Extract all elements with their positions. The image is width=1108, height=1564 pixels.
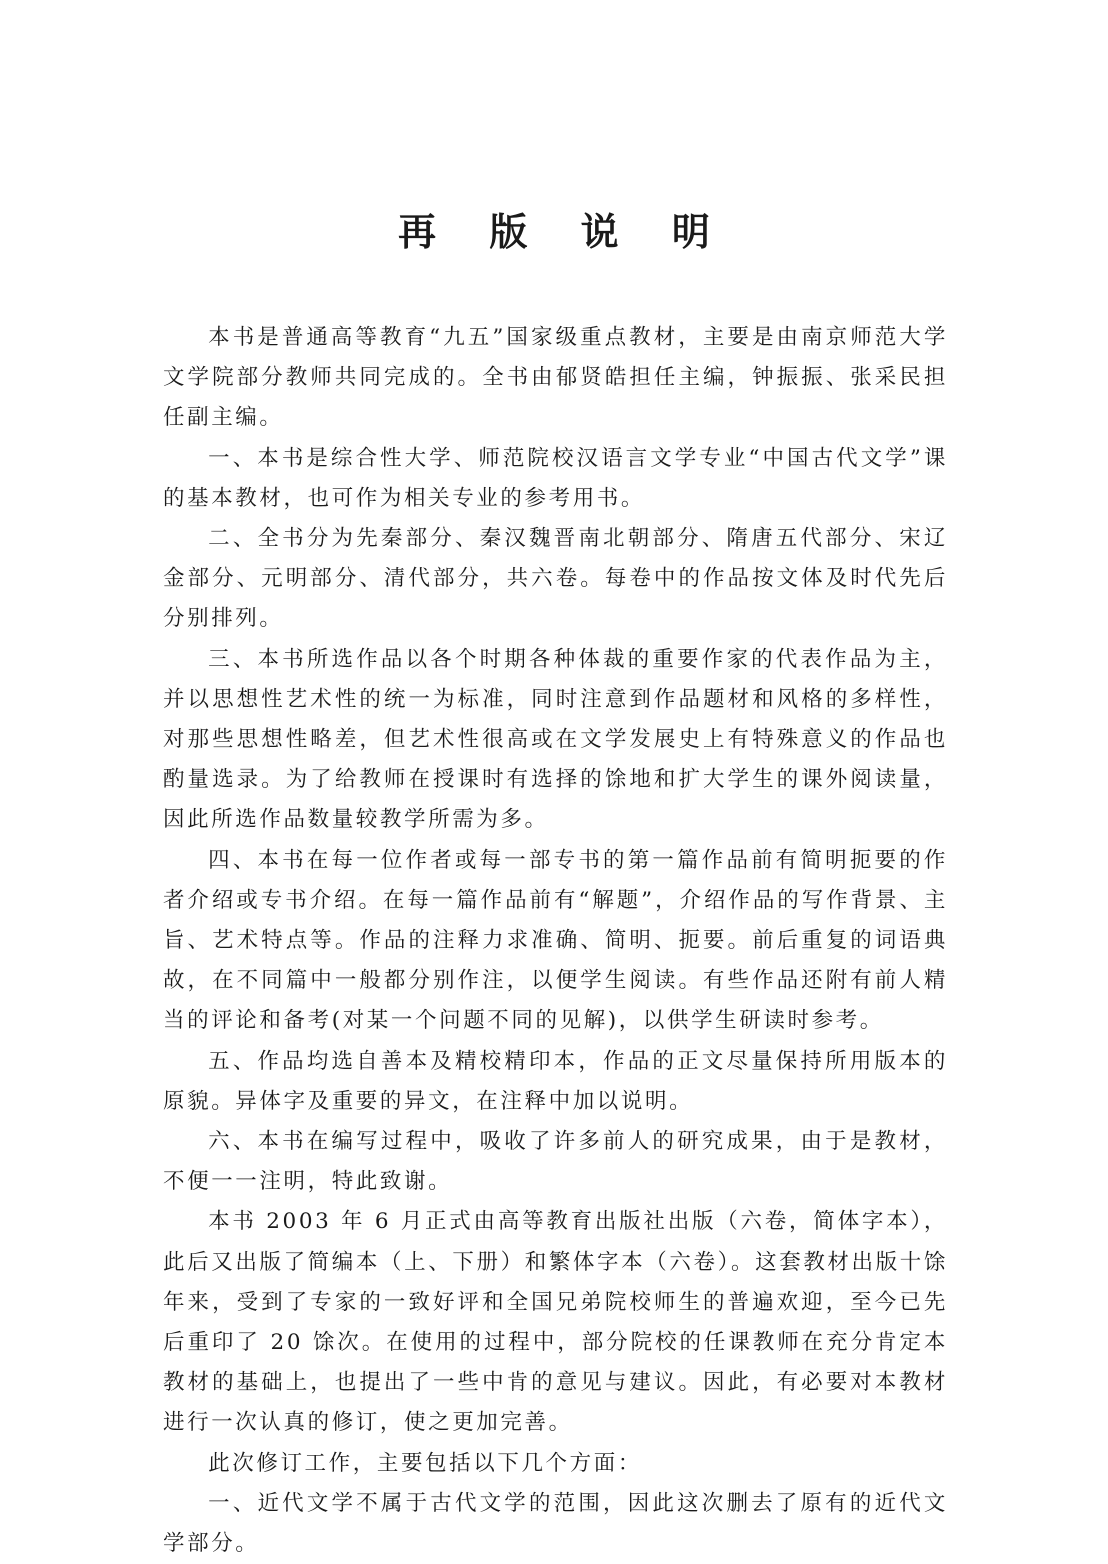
page-title: 再 版 说 明	[398, 210, 730, 254]
paragraph-revision-intro: 此次修订工作，主要包括以下几个方面：	[208, 1450, 642, 1476]
paragraph-publication-history: 本书 2003 年 6 月正式由高等教育出版社出版（六卷，简体字本），此后又出版了简编本（上、下册）和繁体字本（六卷）。这套教材出版十馀年来，受到了专家的一致好评和全国兄弟院校师生的普遍欢迎，至今已先后重印了 20 馀次。在使用的过程中，部分院校的任课教师在充分肯定本教材的基础上，也提出了一些中肯的意见与建议。因此，有必要对本教材进行一次认真的修订，使之更加完善。	[163, 1209, 948, 1436]
paragraph-item-4: 四、本书在每一位作者或每一部专书的第一篇作品前有简明扼要的作者介绍或专书介绍。在每一篇作品前有“解题”，介绍作品的写作背景、主旨、艺术特点等。作品的注释力求准确、简明、扼要。前后重复的词语典故，在不同篇中一般都分别作注，以便学生阅读。有些作品还附有前人精当的评论和备考(对某一个问题不同的见解)，以供学生研读时参考。	[163, 847, 948, 1034]
paragraph-item-2: 二、全书分为先秦部分、秦汉魏晋南北朝部分、隋唐五代部分、宋辽金部分、元明部分、清代部分，共六卷。每卷中的作品按文体及时代先后分别排列。	[163, 526, 948, 632]
body-text	[163, 318, 948, 1564]
paragraph-intro: 本书是普通高等教育“九五”国家级重点教材，主要是由南京师范大学文学院部分教师共同完成的。全书由郁贤皓担任主编，钟振振、张采民担任副主编。	[163, 325, 948, 431]
paragraph-revision-item-1: 一、近代文学不属于古代文学的范围，因此这次删去了原有的近代文学部分。	[163, 1490, 948, 1557]
paragraph-item-1: 一、本书是综合性大学、师范院校汉语言文学专业“中国古代文学”课的基本教材，也可作为相关专业的参考用书。	[163, 445, 948, 511]
paragraph-item-3: 三、本书所选作品以各个时期各种体裁的重要作家的代表作品为主，并以思想性艺术性的统一为标准，同时注意到作品题材和风格的多样性，对那些思想性略差，但艺术性很高或在文学发展史上有特殊意义的作品也酌量选录。为了给教师在授课时有选择的馀地和扩大学生的课外阅读量，因此所选作品数量较教学所需为多。	[163, 646, 948, 833]
paragraph-item-6: 六、本书在编写过程中，吸收了许多前人的研究成果，由于是教材，不便一一注明，特此致谢。	[163, 1129, 948, 1195]
paragraph-item-5: 五、作品均选自善本及精校精印本，作品的正文尽量保持所用版本的原貌。异体字及重要的异文，在注释中加以说明。	[163, 1048, 948, 1114]
